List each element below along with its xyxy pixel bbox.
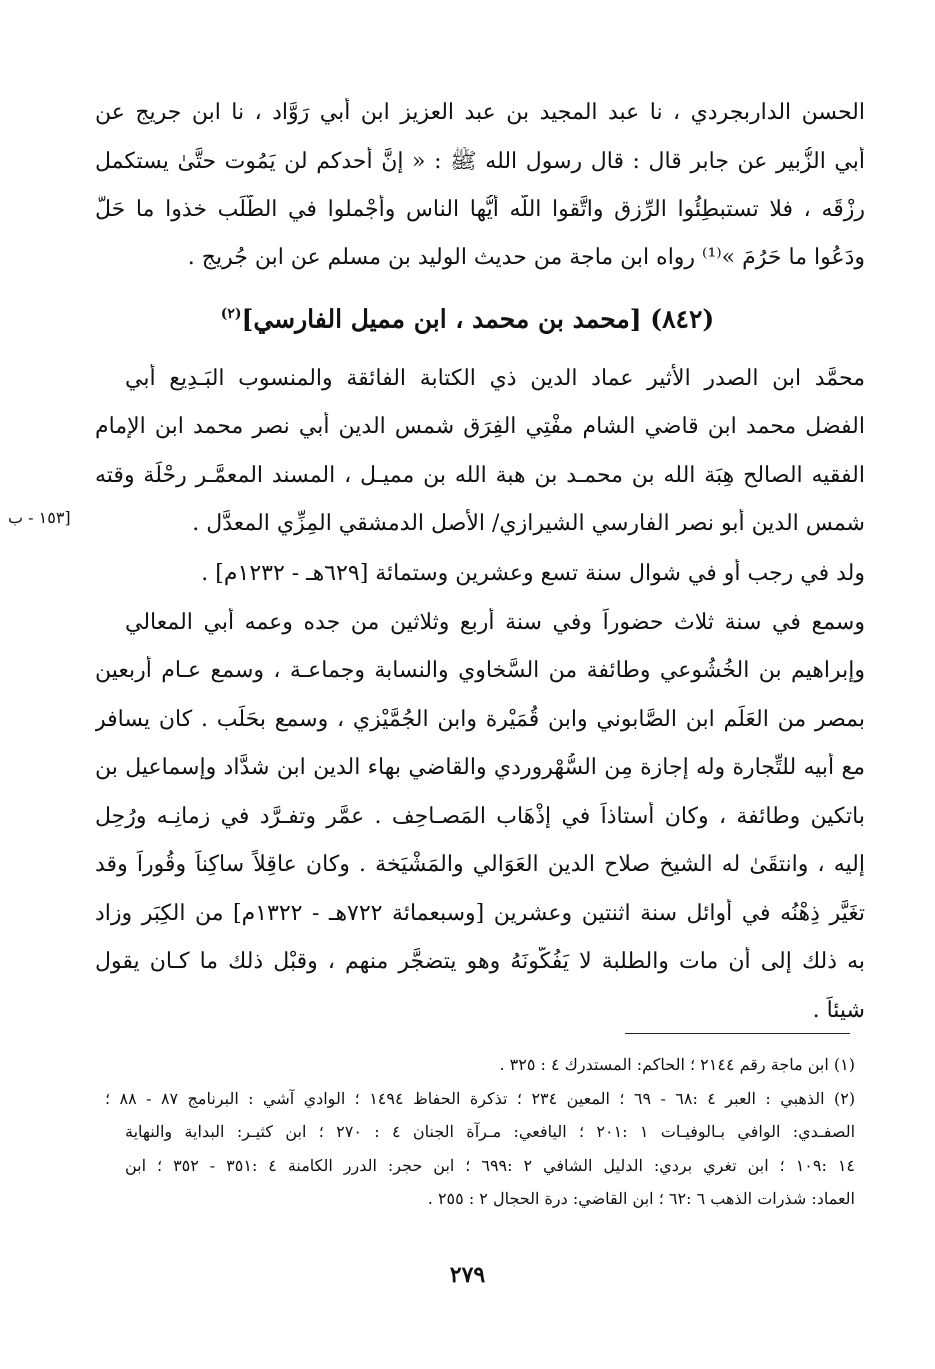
body-line: الحسن الداربجردي ، نا عبد المجيد بن عبد العزيز ابن أبي رَوَّاد ، نا ابن جريج عن	[95, 100, 865, 125]
entry-heading	[70, 296, 865, 337]
body-line: بمصر من العَلَم ابن الصَّابوني وابن قُمَيْرة وابن الجُمَّيْزي ، وسمع بحَلَب . كان يسافر	[95, 707, 865, 732]
entry-heading-text: (٨٤٢) [محمد بن محمد ، ابن مميل الفارسي]	[241, 304, 715, 334]
body-line: ولد في رجب أو في شوال سنة تسع وعشرين وستمائة [٦٢٩هـ - ١٢٣٢م] .	[201, 561, 865, 586]
body-line: وسمع في سنة ثلاث حضوراً وفي سنة أربع وثلاثين من جده وعمه أبي المعالي	[125, 610, 865, 635]
body-line: إليه ، وانتقَىٰ له الشيخ صلاح الدين العَوَالي والمَشْيَخة . وكان عاقِلاً ساكِناً وقُوراً وقد	[95, 852, 865, 877]
manuscript-folio-note: [١٥٣ - ب	[8, 508, 71, 527]
body-line: تغَيَّر ذِهْنُه في أوائل سنة اثنتين وعشرين [وسبعمائة ٧٢٢هـ - ١٣٢٢م] من الكِبَر وزاد	[95, 901, 865, 926]
footnote-line: العماد: شذرات الذهب ٦ :٦٢ ؛ ابن القاضي: درة الحجال ٢ : ٢٥٥ .	[427, 1189, 855, 1208]
body-line: ودَعُوا ما حَرُمَ »⁽¹⁾ رواه ابن ماجة من حديث الوليد بن مسلم عن ابن جُريج .	[187, 245, 865, 270]
body-line: شيئاً .	[812, 998, 865, 1023]
body-line: أبي الزُّبير عن جابر قال : قال رسول الله ﷺ : « إنَّ أحدكم لن يَمُوت حتَّىٰ يستكمل	[95, 149, 865, 174]
footnote-line: (٢) الذهبي : العبر ٤ :٦٨ - ٦٩ ؛ المعين ٢٣٤ ؛ تذكرة الحفاظ ١٤٩٤ ؛ الوادي آشي : البرنامج ٨٧ - ٨٨ ؛	[105, 1089, 855, 1108]
body-line: شمس الدين أبو نصر الفارسي الشيرازي/ الأصل الدمشقي المِزِّي المعدَّل .	[192, 511, 865, 536]
footnote-line: الصفـدي: الوافي بـالوفيـات ١ :٢٠١ ؛ اليافعي: مـرآة الجنان ٤ : ٢٧٠ ؛ ابن كثيـر: البداية والنهاية	[125, 1122, 855, 1141]
body-line: الفضل محمد ابن قاضي الشام مفْتِي الفِرَق شمس الدين أبي نصر محمد ابن الإمام	[95, 414, 865, 439]
body-line: مع أبيه للتِّجارة وله إجازة مِن السُّهْروردي والقاضي بهاء الدين ابن شدَّاد وإسماعيل بن	[95, 755, 865, 780]
body-line: وإبراهيم بن الخُشُوعي وطائفة من السَّخاوي والنسابة وجماعـة ، وسمع عـام أربعين	[95, 658, 865, 683]
body-line: رزْقَه ، فلا تستبطِئُوا الرِّزق واتَّقوا اللَّه أيُّها الناس وأَجْملوا في الطَّلَب خذوا ما حَلَّ	[95, 197, 865, 222]
page-number: ٢٧٩	[449, 1262, 486, 1288]
footnote-separator	[625, 1033, 850, 1034]
body-line: باتكين وطائفة ، وكان أستاذاً في إذْهَاب المَصـاحِف . عمَّر وتفـرَّد في زمانِـه ورُحِل	[95, 804, 865, 829]
body-line: الفقيه الصالح هِبَة الله بن محمـد بن هبة الله بن مميـل ، المسند المعمَّـر رحْلَة وقته	[95, 463, 865, 488]
body-line: به ذلك إلى أن مات والطلبة لا يَفُكُّونَهُ وهو يتضجَّر منهم ، وقبْل ذلك ما كـان يقول	[95, 949, 865, 974]
body-line: محمَّد ابن الصدر الأثير عماد الدين ذي الكتابة الفائقة والمنسوب البَـدِيع أبي	[125, 366, 865, 391]
entry-heading-footnote-ref: (٢)	[220, 306, 242, 322]
footnote-line: (١) ابن ماجة رقم ٢١٤٤ ؛ الحاكم: المستدرك ٤ : ٣٢٥ .	[499, 1055, 855, 1074]
footnote-line: ١٤ :١٠٩ ؛ ابن تغري بردي: الدليل الشافي ٢ :٦٩٩ ؛ ابن حجر: الدرر الكامنة ٤ :٣٥١ - ٣٥٢ ؛ ابن	[125, 1156, 855, 1175]
